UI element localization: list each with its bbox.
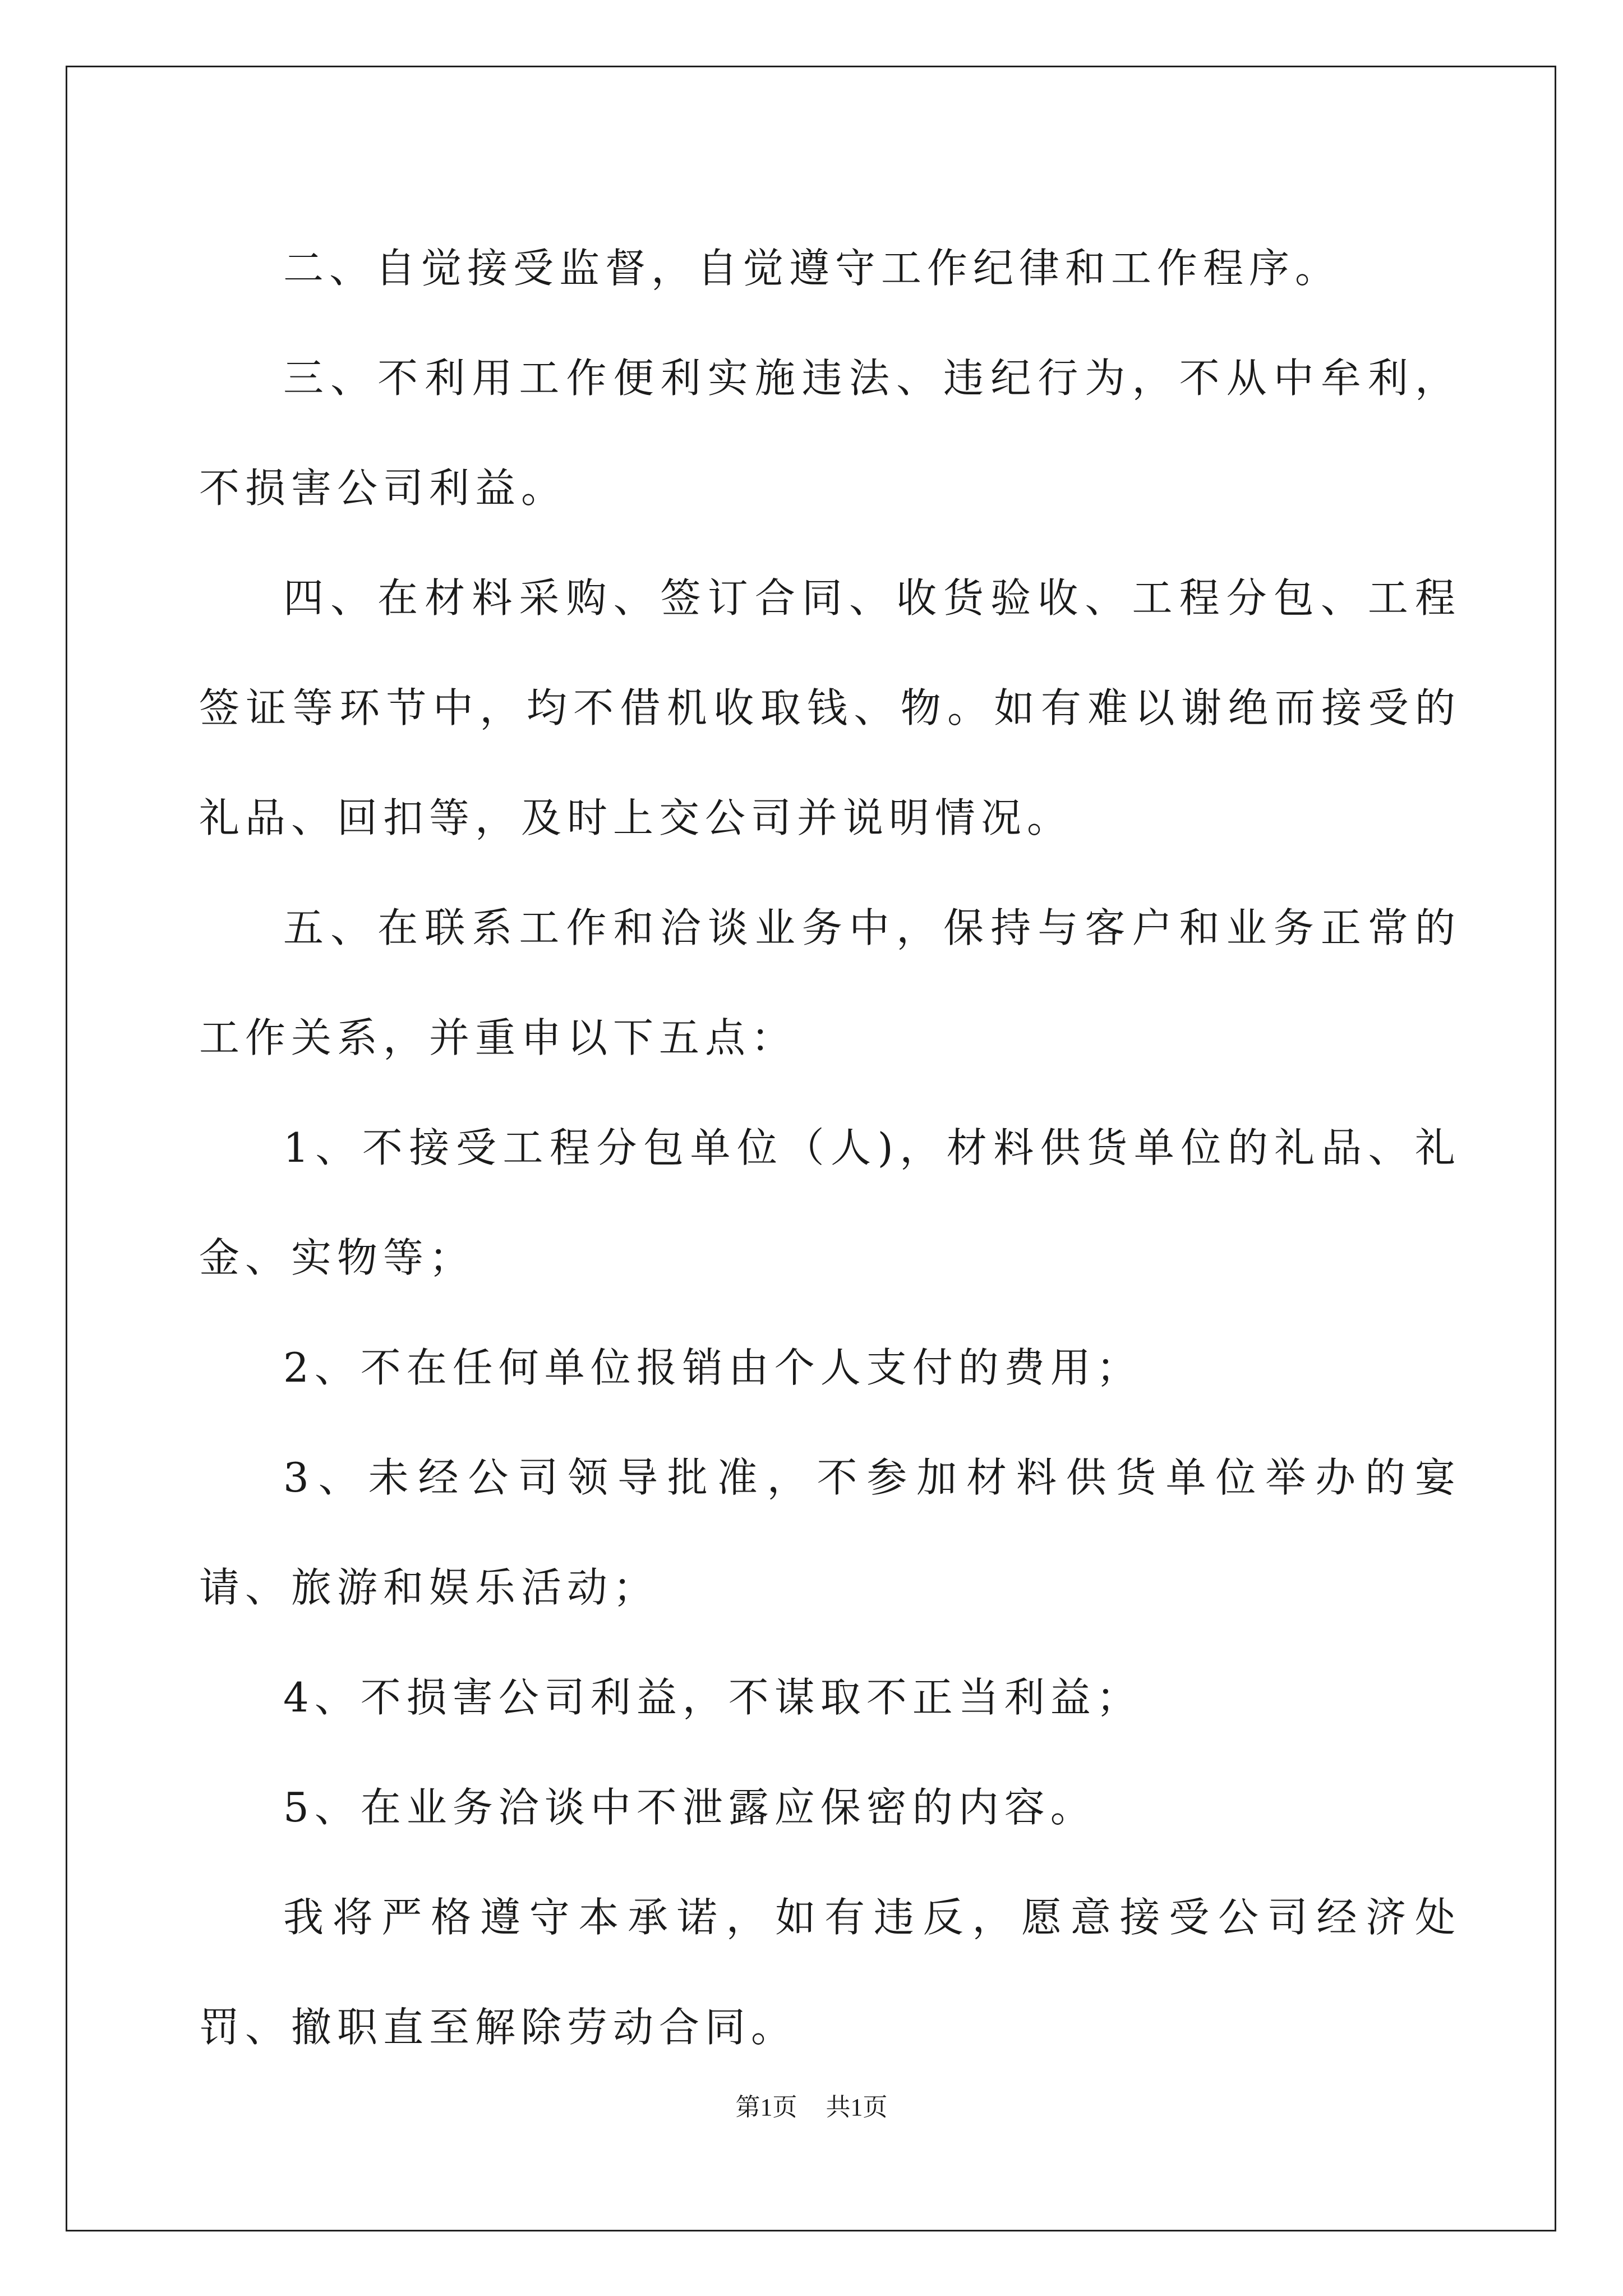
page-total: 共1页 <box>826 2093 888 2121</box>
list-item-5: 5、在业务洽谈中不泄露应保密的内容。 <box>283 1784 1096 1831</box>
page-footer <box>0 2087 1623 2123</box>
paragraph-5: 五、在联系工作和洽谈业务中，保持与客户和业务正常的工作关系，并重申以下五点： <box>199 904 1461 1061</box>
list-item-3: 3、未经公司领导批准，不参加材料供货单位举办的宴请、旅游和娱乐活动； <box>199 1454 1461 1611</box>
closing-paragraph: 我将严格遵守本承诺，如有违反，愿意接受公司经济处罚、撤职直至解除劳动合同。 <box>199 1894 1461 2051</box>
paragraph-4: 四、在材料采购、签订合同、收货验收、工程分包、工程签证等环节中，均不借机收取钱、物。如有难以谢绝而接受的礼品、回扣等，及时上交公司并说明情况。 <box>199 574 1461 841</box>
document-body <box>199 213 1461 2082</box>
page-number: 第1页 <box>735 2093 797 2121</box>
list-item-4: 4、不损害公司利益，不谋取不正当利益； <box>283 1674 1142 1721</box>
paragraph-2: 二、自觉接受监督，自觉遵守工作纪律和工作程序。 <box>283 245 1341 292</box>
list-item-2: 2、不在任何单位报销由个人支付的费用； <box>283 1344 1142 1391</box>
list-item-1: 1、不接受工程分包单位（人)，材料供货单位的礼品、礼金、实物等； <box>199 1124 1461 1281</box>
paragraph-3: 三、不利用工作便利实施违法、违纪行为，不从中牟利，不损害公司利益。 <box>199 355 1461 512</box>
